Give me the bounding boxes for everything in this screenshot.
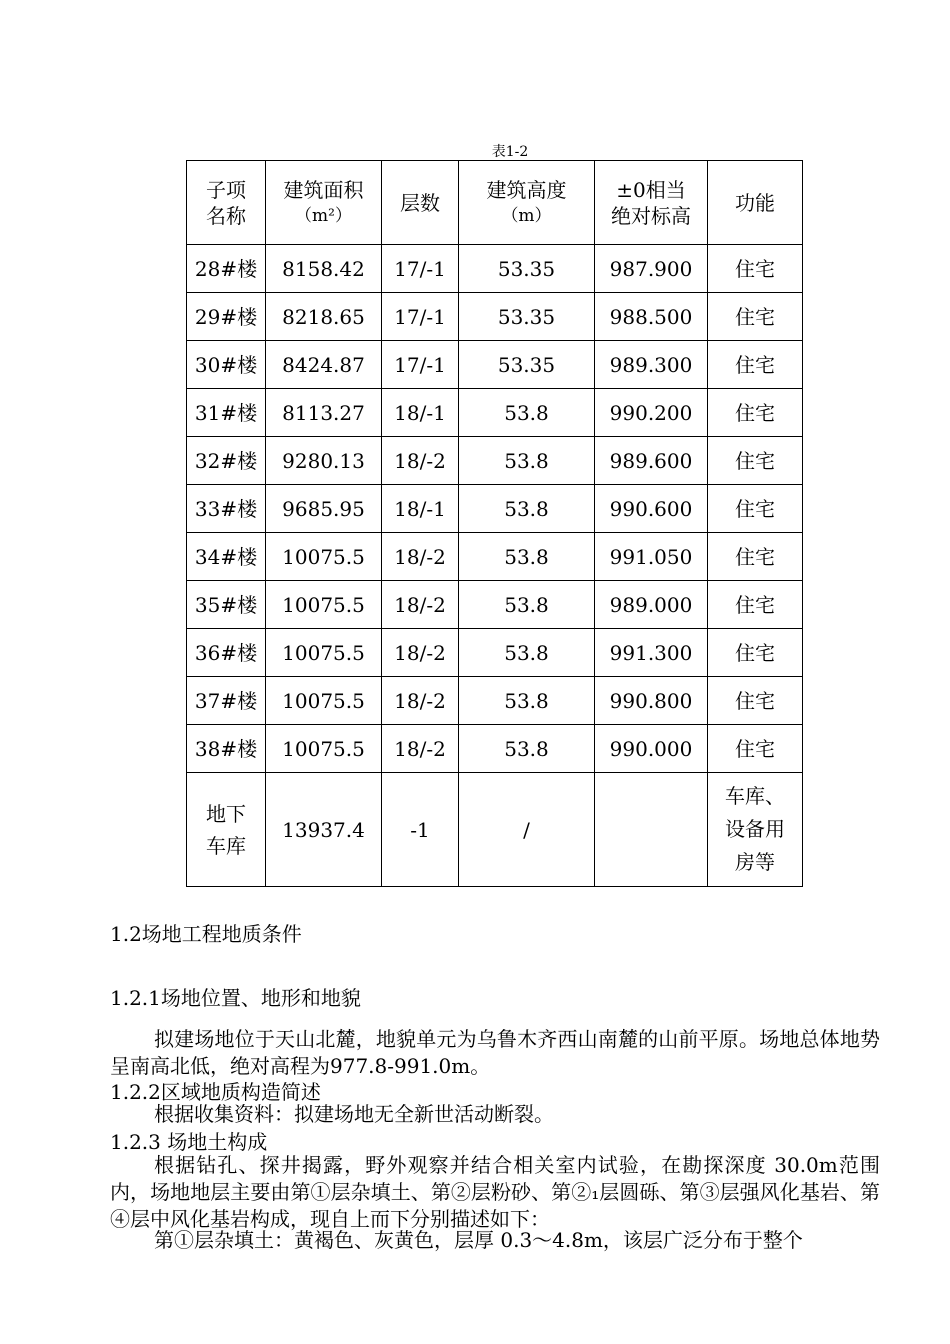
cell-height: / <box>459 773 595 887</box>
cell-elevation: 990.800 <box>595 677 708 725</box>
cell-elevation <box>595 773 708 887</box>
cell-height: 53.8 <box>459 485 595 533</box>
cell-height: 53.8 <box>459 437 595 485</box>
table-row <box>187 581 803 629</box>
header-area: 建筑面积 （m²） <box>266 161 382 245</box>
cell-height: 53.8 <box>459 389 595 437</box>
cell-height: 53.8 <box>459 677 595 725</box>
cell-floors: 18/-1 <box>382 485 459 533</box>
table-row <box>187 437 803 485</box>
cell-area: 9280.13 <box>266 437 382 485</box>
table-header-row <box>187 161 803 245</box>
section-heading-1-2: 1.2场地工程地质条件 <box>110 922 302 946</box>
cell-name: 36#楼 <box>187 629 266 677</box>
cell-elevation: 989.300 <box>595 341 708 389</box>
table-caption: 表1-2 <box>491 144 529 160</box>
cell-area: 8158.42 <box>266 245 382 293</box>
cell-function: 住宅 <box>708 245 803 293</box>
cell-function: 住宅 <box>708 485 803 533</box>
cell-name: 37#楼 <box>187 677 266 725</box>
cell-floors: 17/-1 <box>382 245 459 293</box>
cell-floors: 18/-2 <box>382 725 459 773</box>
cell-floors: 17/-1 <box>382 293 459 341</box>
header-name: 子项 名称 <box>187 161 266 245</box>
cell-function: 住宅 <box>708 677 803 725</box>
cell-elevation: 990.600 <box>595 485 708 533</box>
table-row <box>187 725 803 773</box>
cell-height: 53.35 <box>459 245 595 293</box>
header-function: 功能 <box>708 161 803 245</box>
table-row <box>187 245 803 293</box>
paragraph-layer-1: 第①层杂填土：黄褐色、灰黄色，层厚 0.3～4.8m，该层广泛分布于整个 <box>154 1228 803 1252</box>
cell-height: 53.8 <box>459 533 595 581</box>
cell-area: 8424.87 <box>266 341 382 389</box>
cell-height: 53.8 <box>459 581 595 629</box>
cell-function: 住宅 <box>708 293 803 341</box>
section-heading-1-2-1: 1.2.1场地位置、地形和地貌 <box>110 986 361 1010</box>
cell-name: 28#楼 <box>187 245 266 293</box>
cell-elevation: 988.500 <box>595 293 708 341</box>
cell-name: 30#楼 <box>187 341 266 389</box>
table-row <box>187 293 803 341</box>
cell-name: 29#楼 <box>187 293 266 341</box>
cell-function: 车库、 设备用 房等 <box>708 773 803 887</box>
cell-name: 31#楼 <box>187 389 266 437</box>
cell-name: 38#楼 <box>187 725 266 773</box>
cell-area: 9685.95 <box>266 485 382 533</box>
cell-area: 10075.5 <box>266 629 382 677</box>
building-table <box>186 160 803 887</box>
table-row <box>187 341 803 389</box>
cell-height: 53.8 <box>459 725 595 773</box>
cell-height: 53.35 <box>459 293 595 341</box>
cell-elevation: 989.000 <box>595 581 708 629</box>
cell-elevation: 990.000 <box>595 725 708 773</box>
cell-floors: 18/-2 <box>382 581 459 629</box>
cell-elevation: 989.600 <box>595 437 708 485</box>
cell-floors: 18/-1 <box>382 389 459 437</box>
cell-function: 住宅 <box>708 581 803 629</box>
cell-function: 住宅 <box>708 533 803 581</box>
table-row <box>187 533 803 581</box>
cell-floors: 17/-1 <box>382 341 459 389</box>
cell-height: 53.8 <box>459 629 595 677</box>
cell-area: 8218.65 <box>266 293 382 341</box>
header-floors: 层数 <box>382 161 459 245</box>
section-heading-1-2-3: 1.2.3 场地土构成 <box>110 1130 268 1154</box>
cell-area: 10075.5 <box>266 581 382 629</box>
cell-floors: 18/-2 <box>382 629 459 677</box>
cell-area: 8113.27 <box>266 389 382 437</box>
table-row <box>187 629 803 677</box>
table-row <box>187 485 803 533</box>
section-heading-1-2-2: 1.2.2区域地质构造简述 <box>110 1080 321 1104</box>
table-row-garage <box>187 773 803 887</box>
cell-area: 13937.4 <box>266 773 382 887</box>
cell-name: 地下 车库 <box>187 773 266 887</box>
cell-name: 32#楼 <box>187 437 266 485</box>
paragraph-location: 拟建场地位于天山北麓，地貌单元为乌鲁木齐西山南麓的山前平原。场地总体地势呈南高北低，绝对高程为977.8-991.0m。 <box>110 1027 880 1078</box>
cell-name: 34#楼 <box>187 533 266 581</box>
cell-function: 住宅 <box>708 725 803 773</box>
cell-floors: -1 <box>382 773 459 887</box>
cell-function: 住宅 <box>708 389 803 437</box>
cell-function: 住宅 <box>708 437 803 485</box>
cell-function: 住宅 <box>708 629 803 677</box>
cell-elevation: 990.200 <box>595 389 708 437</box>
cell-area: 10075.5 <box>266 725 382 773</box>
cell-area: 10075.5 <box>266 533 382 581</box>
cell-elevation: 987.900 <box>595 245 708 293</box>
header-height: 建筑高度 （m） <box>459 161 595 245</box>
cell-area: 10075.5 <box>266 677 382 725</box>
header-elevation: ±0相当 绝对标高 <box>595 161 708 245</box>
cell-name: 35#楼 <box>187 581 266 629</box>
cell-elevation: 991.050 <box>595 533 708 581</box>
cell-floors: 18/-2 <box>382 533 459 581</box>
cell-floors: 18/-2 <box>382 437 459 485</box>
cell-name: 33#楼 <box>187 485 266 533</box>
cell-floors: 18/-2 <box>382 677 459 725</box>
cell-height: 53.35 <box>459 341 595 389</box>
cell-elevation: 991.300 <box>595 629 708 677</box>
cell-function: 住宅 <box>708 341 803 389</box>
paragraph-geology: 根据收集资料：拟建场地无全新世活动断裂。 <box>154 1102 554 1126</box>
table-row <box>187 677 803 725</box>
paragraph-soil: 根据钻孔、探井揭露，野外观察并结合相关室内试验，在勘探深度 30.0m范围内，场地地层主要由第①层杂填土、第②层粉砂、第②₁层圆砾、第③层强风化基岩、第④层中风化基岩构成，现自上而下分别描述如下： <box>110 1153 880 1231</box>
table-row <box>187 389 803 437</box>
